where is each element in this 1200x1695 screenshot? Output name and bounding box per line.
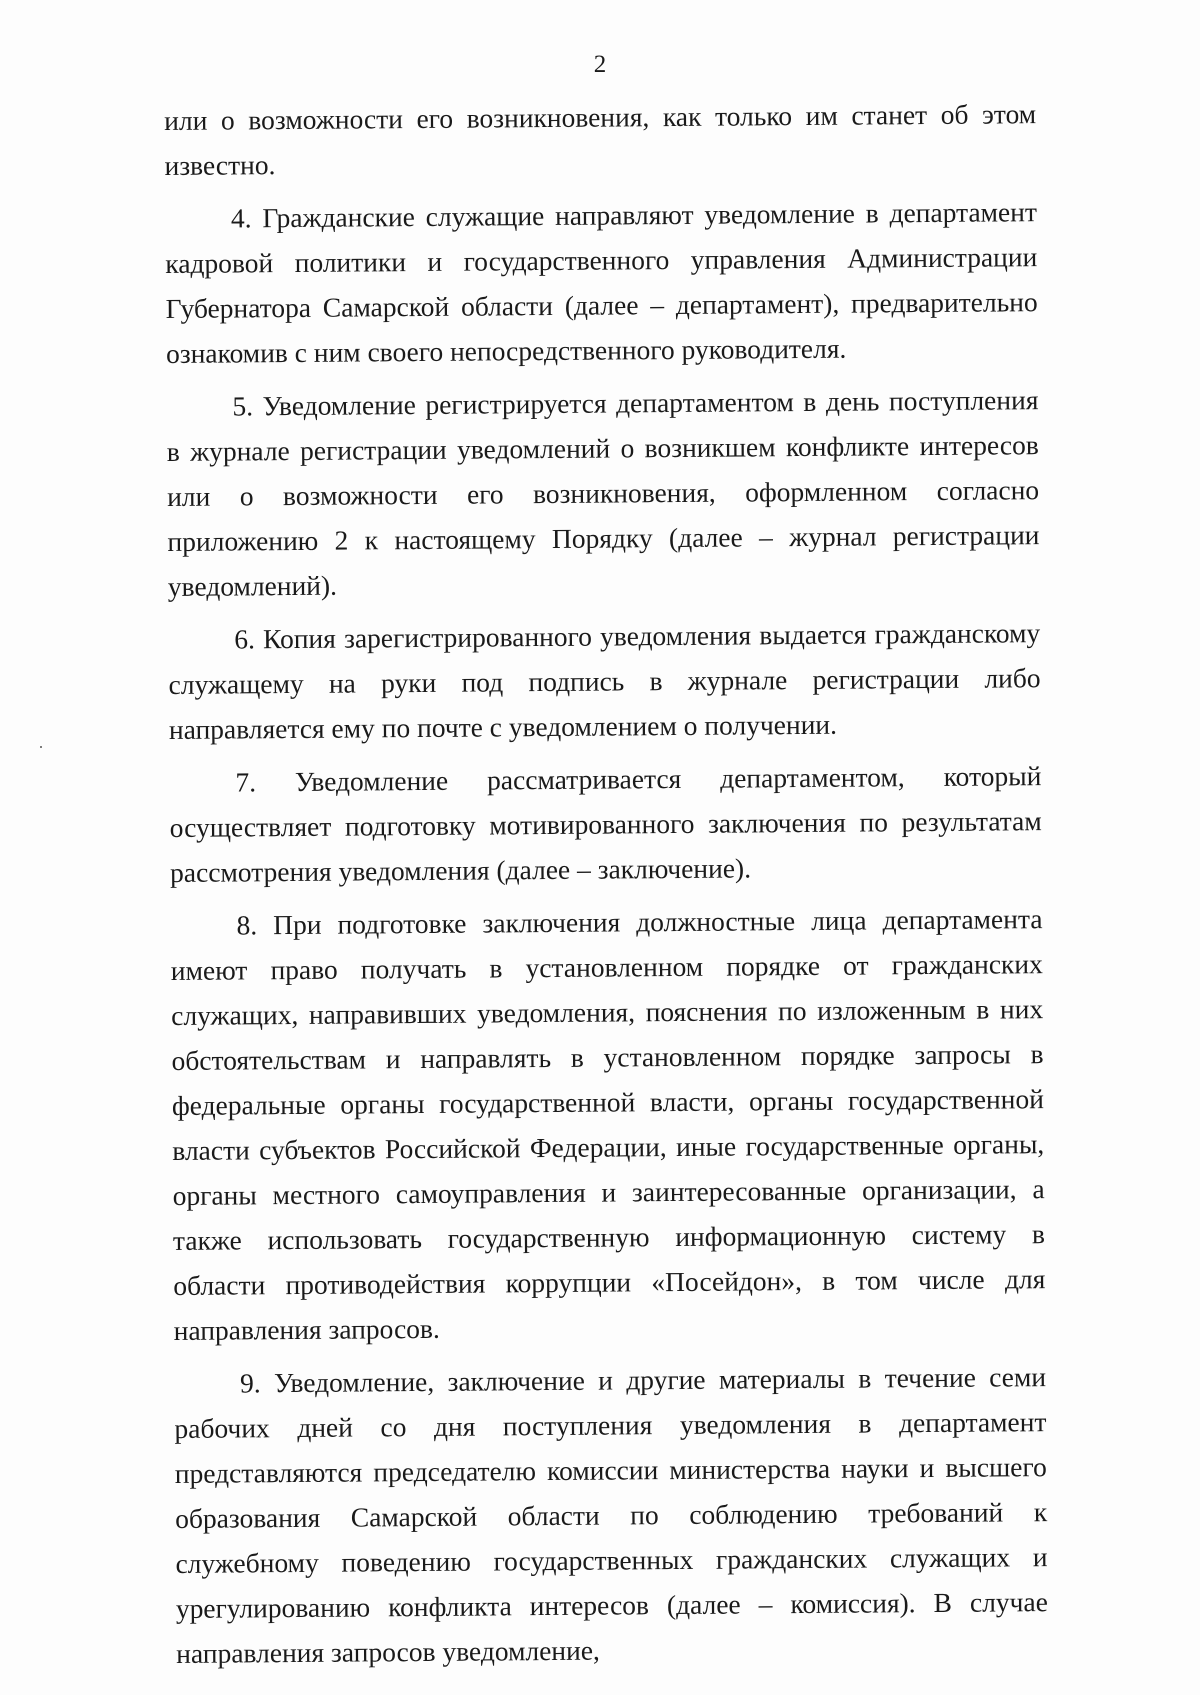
paragraph-continuation: или о возможности его возникновения, как только им станет об этом известно. [164,98,1037,181]
paragraph-item-7: 7. Уведомление рассматривается департаментом, который осуществляет подготовку мотивированного заключения по результатам рассмотрения уведомления (далее – заключение). [169,760,1042,888]
paragraph-item-9: 9. Уведомление, заключение и другие материалы в течение семи рабочих дней со дня поступления уведомления в департамент представляются председателю комиссии министерства науки и высшего образования Самарской области по соблюдению требований к служебному поведению государственных гражданских служащих и урегулированию конфликта интересов (далее – комиссия). В случае направления запросов уведомление, [174,1361,1048,1669]
paragraph-item-6: 6. Копия зарегистрированного уведомления выдается гражданскому служащему на руки под подпись в журнале регистрации либо направляется ему по почте с уведомлением о получении. [168,617,1041,745]
scan-speck [40,746,42,748]
paragraph-item-8: 8. При подготовке заключения должностные лица департамента имеют право получать в установленном порядке от гражданских служащих, направивших уведомления, пояснения по изложенным в них обстоятельствам и направлять в установленном порядке запросы в федеральные органы государственной власти, органы государственной власти субъектов Российской Федерации, иные государственные органы, органы местного самоуправления и заинтересованные организации, а также использовать государственную информационную систему в области противодействия коррупции «Посейдон», в том числе для направления запросов. [170,903,1046,1346]
page-number: 2 [593,51,607,78]
paragraph-item-4: 4. Гражданские служащие направляют уведомление в департамент кадровой политики и государственного управления Администрации Губернатора Самарской области (далее – департамент), предварительно ознакомив с ним своего непосредственного руководителя. [165,196,1038,369]
document-body [164,91,1048,1684]
paragraph-item-5: 5. Уведомление регистрируется департаментом в день поступления в журнале регистрации уведомлений о возникшем конфликте интересов или о возможности его возникновения, оформленном согласно приложению 2 к настоящему Порядку (далее – журнал регистрации уведомлений). [166,384,1040,602]
